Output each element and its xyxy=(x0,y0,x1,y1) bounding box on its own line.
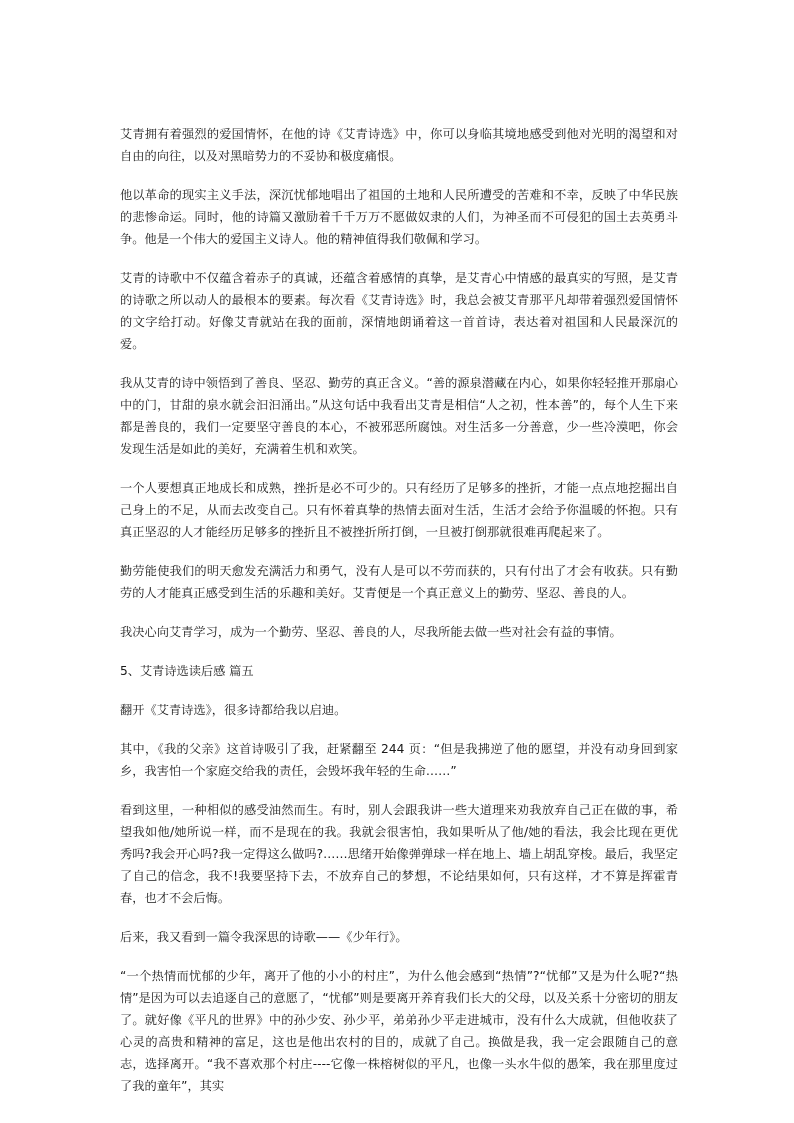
paragraph: 他以革命的现实主义手法，深沉忧郁地唱出了祖国的土地和人民所遭受的苦难和不幸，反映了中华民族的悲惨命运。同时，他的诗篇又激励着千千万万不愿做奴隶的人们，为神圣而不可侵犯的国土去英勇斗争。他是一个伟大的爱国主义诗人。他的精神值得我们敬佩和学习。 xyxy=(120,188,678,246)
paragraph: 后来，我又看到一篇令我深思的诗歌——《少年行》。 xyxy=(120,930,408,944)
paragraph: 我决心向艾青学习，成为一个勤劳、坚忍、善良的人，尽我所能去做一些对社会有益的事情。 xyxy=(120,625,622,639)
paragraph: 艾青的诗歌中不仅蕴含着赤子的真诚，还蕴含着感情的真挚，是艾青心中情感的最真实的写照，是艾青的诗歌之所以动人的最根本的要素。每次看《艾青诗选》时，我总会被艾青那平凡却带着强烈爱国情怀的文字给打动。好像艾青就站在我的面前，深情地朗诵着这一首首诗，表达着对祖国和人民最深沉的爱。 xyxy=(120,271,678,351)
paragraph: “一个热情而忧郁的少年，离开了他的小小的村庄”，为什么他会感到“热情”?“忧郁”又是为什么呢?“热情”是因为可以去追逐自己的意愿了，“忧郁”则是要离开养育我们长大的父母，以及关系十分密切的朋友了。就好像《平凡的世界》中的孙少安、孙少平，弟弟孙少平走进城市，没有什么大成就，但他收获了心灵的高贵和精神的富足，这也是他出农村的目的，成就了自己。换做是我，我一定会跟随自己的意志，选择离开。“我不喜欢那个村庄----它像一株榕树似的平凡，也像一头水牛似的愚笨，我在那里度过了我的童年”，其实 xyxy=(120,969,678,1093)
document-page xyxy=(120,123,678,1114)
paragraph: 我从艾青的诗中领悟到了善良、坚忍、勤劳的真正含义。“善的源泉潜藏在内心，如果你轻轻推开那扇心中的门，甘甜的泉水就会汩汩涌出。”从这句话中我看出艾青是相信“人之初，性本善”的，每个人生下来都是善良的，我们一定要坚守善良的本心，不被邪恶所腐蚀。对生活多一分善意，少一些冷漠吧，你会发现生活是如此的美好，充满着生机和欢笑。 xyxy=(120,376,678,456)
paragraph: 一个人要想真正地成长和成熟，挫折是必不可少的。只有经历了足够多的挫折，才能一点点地挖掘出自己身上的不足，从而去改变自己。只有怀着真挚的热情去面对生活，生活才会给予你温暖的怀抱。只有真正坚忍的人才能经历足够多的挫折且不被挫折所打倒，一旦被打倒那就很难再爬起来了。 xyxy=(120,481,678,539)
paragraph: 其中，《我的父亲》这首诗吸引了我，赶紧翻至 244 页：“但是我拂逆了他的愿望，并没有动身回到家乡，我害怕一个家庭交给我的责任，会毁坏我年轻的生命……” xyxy=(120,742,678,778)
paragraph: 勤劳能使我们的明天愈发充满活力和勇气，没有人是可以不劳而获的，只有付出了才会有收获。只有勤劳的人才能真正感受到生活的乐趣和美好。艾青便是一个真正意义上的勤劳、坚忍、善良的人。 xyxy=(120,564,678,600)
section-heading: 5、艾青诗选读后感 篇五 xyxy=(120,664,254,678)
paragraph: 看到这里，一种相似的感受油然而生。有时，别人会跟我讲一些大道理来劝我放弃自己正在做的事，希望我如他/她所说一样，而不是现在的我。我就会很害怕，我如果听从了他/她的看法，我会比现在更优秀吗?我会开心吗?我一定得这么做吗?……思绪开始像弹弹球一样在地上、墙上胡乱穿梭。最后，我坚定了自己的信念，我不!我要坚持下去，不放弃自己的梦想，不论结果如何，只有这样，才不算是挥霍青春，也才不会后悔。 xyxy=(120,803,679,905)
paragraph: 艾青拥有着强烈的爱国情怀，在他的诗《艾青诗选》中，你可以身临其境地感受到他对光明的渴望和对自由的向往，以及对黑暗势力的不妥协和极度痛恨。 xyxy=(120,127,678,163)
paragraph: 翻开《艾青诗选》，很多诗都给我以启迪。 xyxy=(120,703,347,717)
